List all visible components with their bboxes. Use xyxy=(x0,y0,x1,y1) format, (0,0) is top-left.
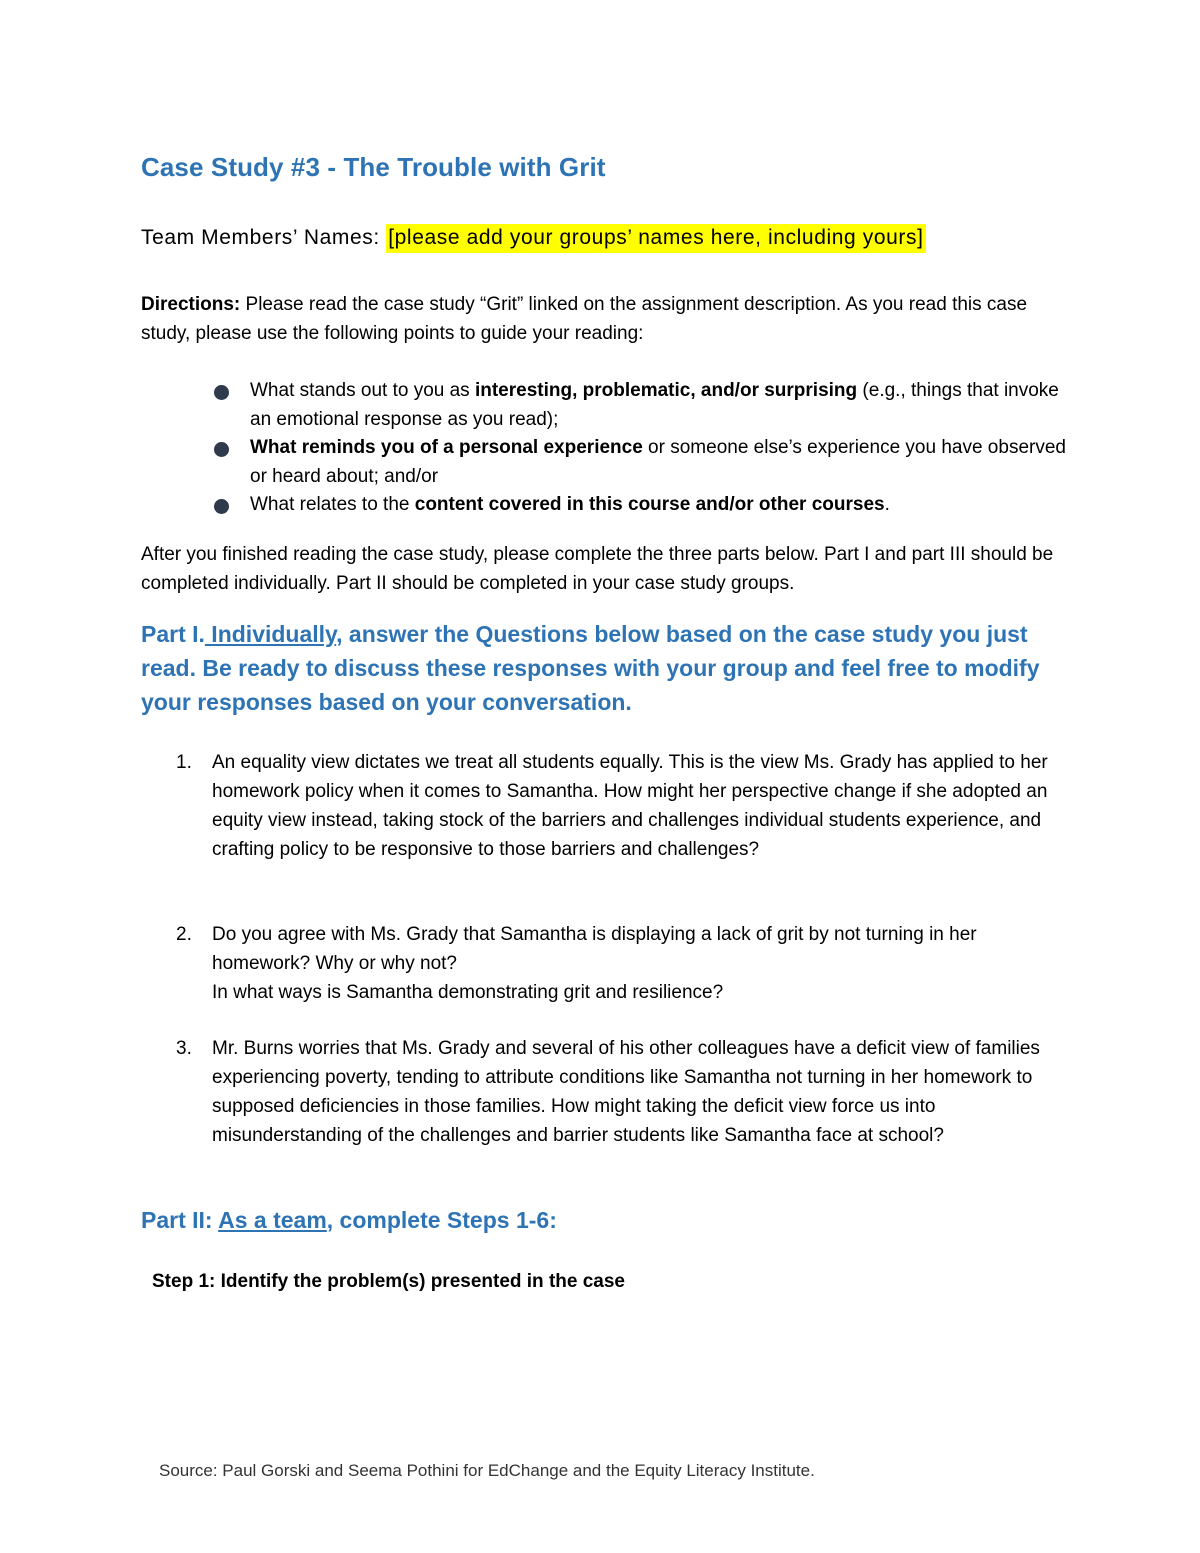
bullet-icon xyxy=(214,499,229,514)
bullet-text: (e.g., things that invoke an emotional response as you read); xyxy=(250,380,1059,430)
question-2 xyxy=(176,920,1066,1007)
bullet-emphasis: interesting, problematic, and/or surprising xyxy=(474,380,858,401)
question-number: 2. xyxy=(176,924,192,945)
directions-label: Directions: xyxy=(141,294,241,315)
question-text-followup: In what ways is Samantha demonstrating grit and resilience? xyxy=(212,982,724,1003)
page-title: Case Study #3 - The Trouble with Grit xyxy=(141,152,606,182)
question-3 xyxy=(176,1034,1066,1150)
bullet-text: What relates to the xyxy=(250,494,415,515)
bullet-text: What stands out to you as xyxy=(250,380,475,401)
bullet-emphasis: What reminds you of a personal experience xyxy=(250,437,643,458)
part-1-rest: , answer the Questions below based on the case study you just read. Be ready to discuss these responses with your group and feel free to modify your responses based on your conversation. xyxy=(141,621,1040,715)
question-number: 1. xyxy=(176,752,192,773)
part-2-rest: , complete Steps 1-6: xyxy=(326,1207,557,1233)
team-members-placeholder[interactable]: [please add your groups’ names here, including yours] xyxy=(386,224,925,253)
guide-points-list xyxy=(214,377,1074,520)
part-2-emphasis: As a team xyxy=(218,1207,327,1233)
step-1-heading: Step 1: Identify the problem(s) presented in the case xyxy=(152,1271,625,1292)
bullet-text: or someone else’s experience you have observed or heard about; and/or xyxy=(250,437,1066,487)
team-members-label: Team Members’ Names: xyxy=(141,226,387,249)
bullet-icon xyxy=(214,385,229,400)
list-item xyxy=(214,434,1074,491)
question-text: Mr. Burns worries that Ms. Grady and several of his other colleagues have a deficit view of families experiencing poverty, tending to attribute conditions like Samantha not turning in her homework to supposed deficiencies in those families. How might taking the deficit view force us into misunderstanding of the challenges and barrier students like Samantha face at school? xyxy=(212,1038,1040,1146)
source-footer: Source: Paul Gorski and Seema Pothini for EdChange and the Equity Literacy Institute. xyxy=(159,1461,815,1480)
part-1-emphasis: Individually xyxy=(204,621,337,647)
directions-paragraph xyxy=(141,290,1071,348)
part-2-prefix: Part II: xyxy=(141,1207,219,1233)
part-1-heading xyxy=(141,617,1051,719)
list-item xyxy=(214,377,1074,434)
list-item xyxy=(214,491,1074,520)
bullet-text: . xyxy=(884,494,890,515)
question-text: Do you agree with Ms. Grady that Samantha is displaying a lack of grit by not turning in her homework? Why or why not? xyxy=(212,924,977,974)
question-text: An equality view dictates we treat all students equally. This is the view Ms. Grady has applied to her homework policy when it comes to Samantha. How might her perspective change if she adopted an equity view instead, taking stock of the barriers and challenges individual students experience, and crafting policy to be responsive to those barriers and challenges? xyxy=(212,752,1048,860)
question-number: 3. xyxy=(176,1038,192,1059)
team-members-line xyxy=(141,226,926,250)
question-1 xyxy=(176,748,1066,864)
instructions-paragraph: After you finished reading the case study, please complete the three parts below. Part I and part III should be completed individually. Part II should be completed in your case study groups. xyxy=(141,544,1054,594)
part-1-prefix: Part I. xyxy=(141,621,205,647)
bullet-icon xyxy=(214,442,229,457)
part-2-heading xyxy=(141,1207,557,1234)
directions-text: Please read the case study “Grit” linked on the assignment description. As you read this case study, please use the following points to guide your reading: xyxy=(141,294,1028,344)
bullet-emphasis: content covered in this course and/or other courses xyxy=(414,494,885,515)
